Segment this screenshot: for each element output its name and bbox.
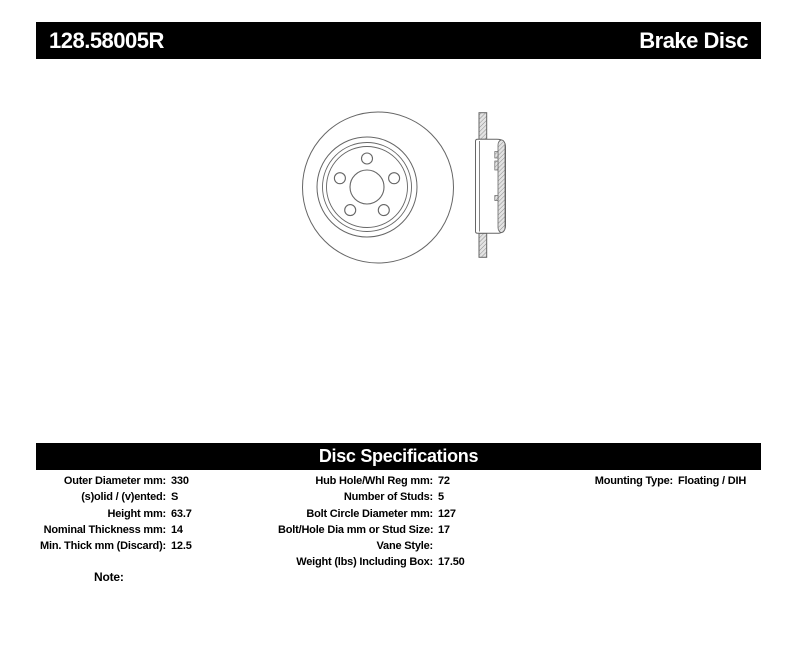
spec-value: 12.5 [171, 540, 192, 553]
spec-value: 17 [438, 523, 450, 536]
brake-disc-drawing [288, 98, 522, 272]
spec-value: Floating / DIH [678, 475, 747, 487]
header-bar [36, 22, 761, 59]
spec-value: 5 [438, 491, 444, 504]
spec-value: 63.7 [171, 507, 192, 520]
brake-disc-front-view [303, 112, 454, 263]
spec-row-hub-hole [278, 473, 465, 489]
spec-column-middle [278, 473, 465, 571]
spec-label: (s)olid / (v)ented: [81, 491, 166, 504]
spec-label: Hub Hole/Whl Reg mm: [315, 475, 433, 487]
spec-label: Bolt/Hole Dia mm or Stud Size: [278, 523, 434, 536]
spec-column-right [578, 473, 746, 489]
spec-row-number-of-studs [278, 489, 465, 505]
spec-row-bolt-circle-diameter [278, 506, 465, 522]
spec-value: 14 [171, 523, 183, 536]
spec-column-left [36, 473, 192, 554]
spec-value: 72 [438, 475, 450, 487]
spec-label: Weight (lbs) Including Box: [296, 556, 433, 569]
spec-label: Min. Thick mm (Discard): [40, 540, 166, 553]
part-number: 128.58005R [49, 27, 164, 53]
spec-label: Vane Style: [376, 540, 433, 553]
spec-row-bolt-hole-dia [278, 522, 465, 538]
spec-row-solid-vented [36, 489, 192, 505]
section-title-bar [36, 443, 761, 470]
spec-row-nominal-thickness [36, 522, 192, 538]
note-label: Note: [94, 570, 124, 584]
section-title: Disc Specifications [318, 446, 479, 466]
spec-row-vane-style [278, 538, 465, 554]
spec-row-height [36, 506, 192, 522]
brake-disc-side-view [476, 113, 506, 258]
spec-label: Number of Studs: [343, 491, 433, 504]
spec-label: Bolt Circle Diameter mm: [306, 507, 433, 520]
spec-label: Height mm: [107, 507, 166, 520]
spec-row-min-thick [36, 538, 192, 554]
spec-row-weight [278, 554, 465, 570]
spec-label: Nominal Thickness mm: [43, 523, 166, 536]
spec-value: 127 [438, 507, 456, 520]
spec-label: Mounting Type: [594, 475, 673, 487]
spec-value: 330 [171, 475, 189, 487]
spec-value: 17.50 [438, 556, 465, 569]
product-type-title: Brake Disc [639, 27, 748, 53]
spec-label: Outer Diameter mm: [63, 475, 166, 487]
stud-holes [334, 153, 399, 216]
spec-row-outer-diameter [36, 473, 192, 489]
spec-value: S [171, 491, 179, 504]
spec-row-mounting-type [578, 473, 746, 489]
